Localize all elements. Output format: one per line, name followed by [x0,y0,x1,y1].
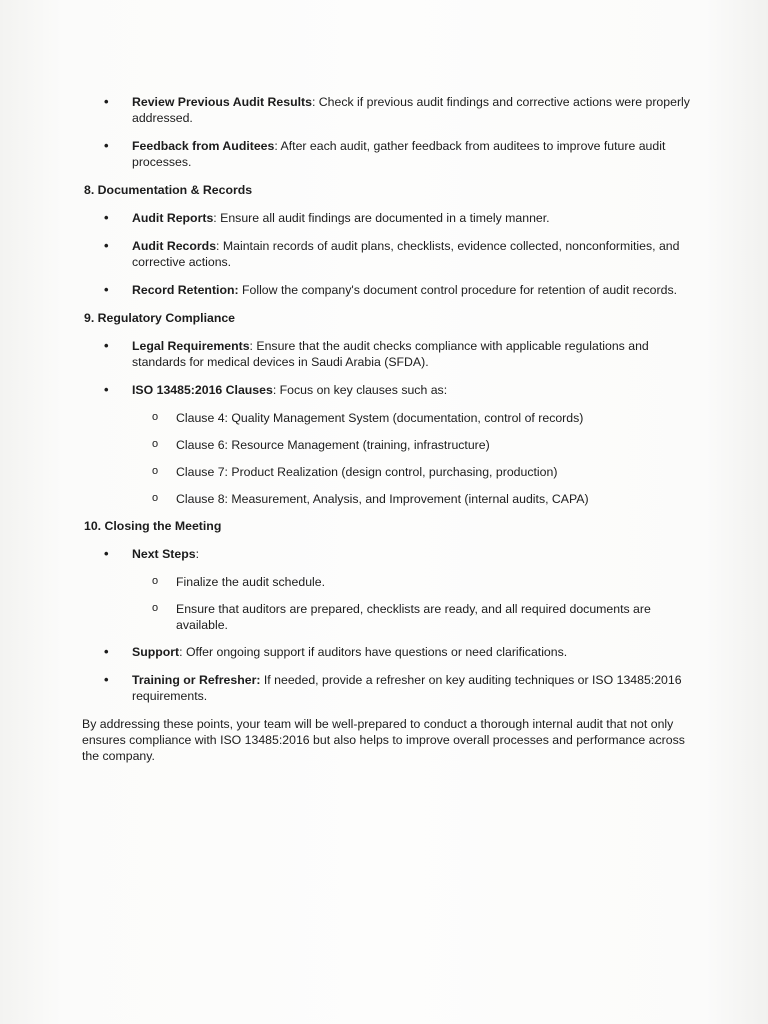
bullet-term: Review Previous Audit Results [132,95,312,109]
bullet-text: : Offer ongoing support if auditors have questions or need clarifications. [179,645,568,659]
sub-bullet-item: o Clause 4: Quality Management System (documentation, control of records) [82,410,692,426]
sub-bullet-item: o Clause 7: Product Realization (design control, purchasing, production) [82,464,692,480]
sub-bullet-item: o Clause 6: Resource Management (training, infrastructure) [82,437,692,453]
section-heading: 9. Regulatory Compliance [84,311,236,325]
sub-bullet-item: o Finalize the audit schedule. [82,574,692,590]
bullet-term: Audit Reports [132,211,214,225]
section-heading: 10. Closing the Meeting [84,519,222,533]
bullet-term: Audit Records [132,239,217,253]
bullet-text: : After each audit, gather feedback from auditees to improve future audit processes. [132,139,666,169]
bullet-item [82,282,692,298]
bullet-item [82,138,692,170]
bullet-item [82,672,692,704]
bullet-text: : [195,547,199,561]
bullet-text: Follow the company's document control procedure for retention of audit records. [238,283,678,297]
bullet-term: Record Retention: [132,283,239,297]
bullet-text: : Ensure that the audit checks compliance with applicable regulations and standards for medical devices in Saudi Arabia (SFDA). [132,339,649,369]
bullet-item [82,644,692,660]
bullet-term: Training or Refresher: [132,673,261,687]
bullet-text: : Check if previous audit findings and corrective actions were properly addressed. [132,95,690,125]
bullet-term: ISO 13485:2016 Clauses [132,383,273,397]
bullet-text: : Focus on key clauses such as: [272,383,448,397]
bullet-item [82,238,692,270]
bullet-text: If needed, provide a refresher on key auditing techniques or ISO 13485:2016 requirements. [132,673,682,703]
bullet-term: Feedback from Auditees [132,139,275,153]
bullet-text: : Ensure all audit findings are documented in a timely manner. [213,211,550,225]
bullet-item [82,546,692,562]
bullet-term: Next Steps [132,547,196,561]
sub-bullet-item: o Ensure that auditors are prepared, checklists are ready, and all required documents are available. [82,601,692,633]
bullet-item [82,94,692,126]
sub-bullet-item: o Clause 8: Measurement, Analysis, and Improvement (internal audits, CAPA) [82,491,692,507]
bullet-item [82,210,692,226]
bullet-term: Legal Requirements [132,339,250,353]
section-heading: 8. Documentation & Records [84,183,253,197]
document-body [82,94,692,764]
bullet-text: : Maintain records of audit plans, checklists, evidence collected, nonconformities, and corrective actions. [132,239,680,269]
bullet-item [82,382,692,398]
closing-paragraph: By addressing these points, your team will be well-prepared to conduct a thorough internal audit that not only ensures compliance with ISO 13485:2016 but also helps to improve overall processes and performance across the company. [82,717,685,763]
bullet-item [82,338,692,370]
bullet-term: Support [132,645,180,659]
